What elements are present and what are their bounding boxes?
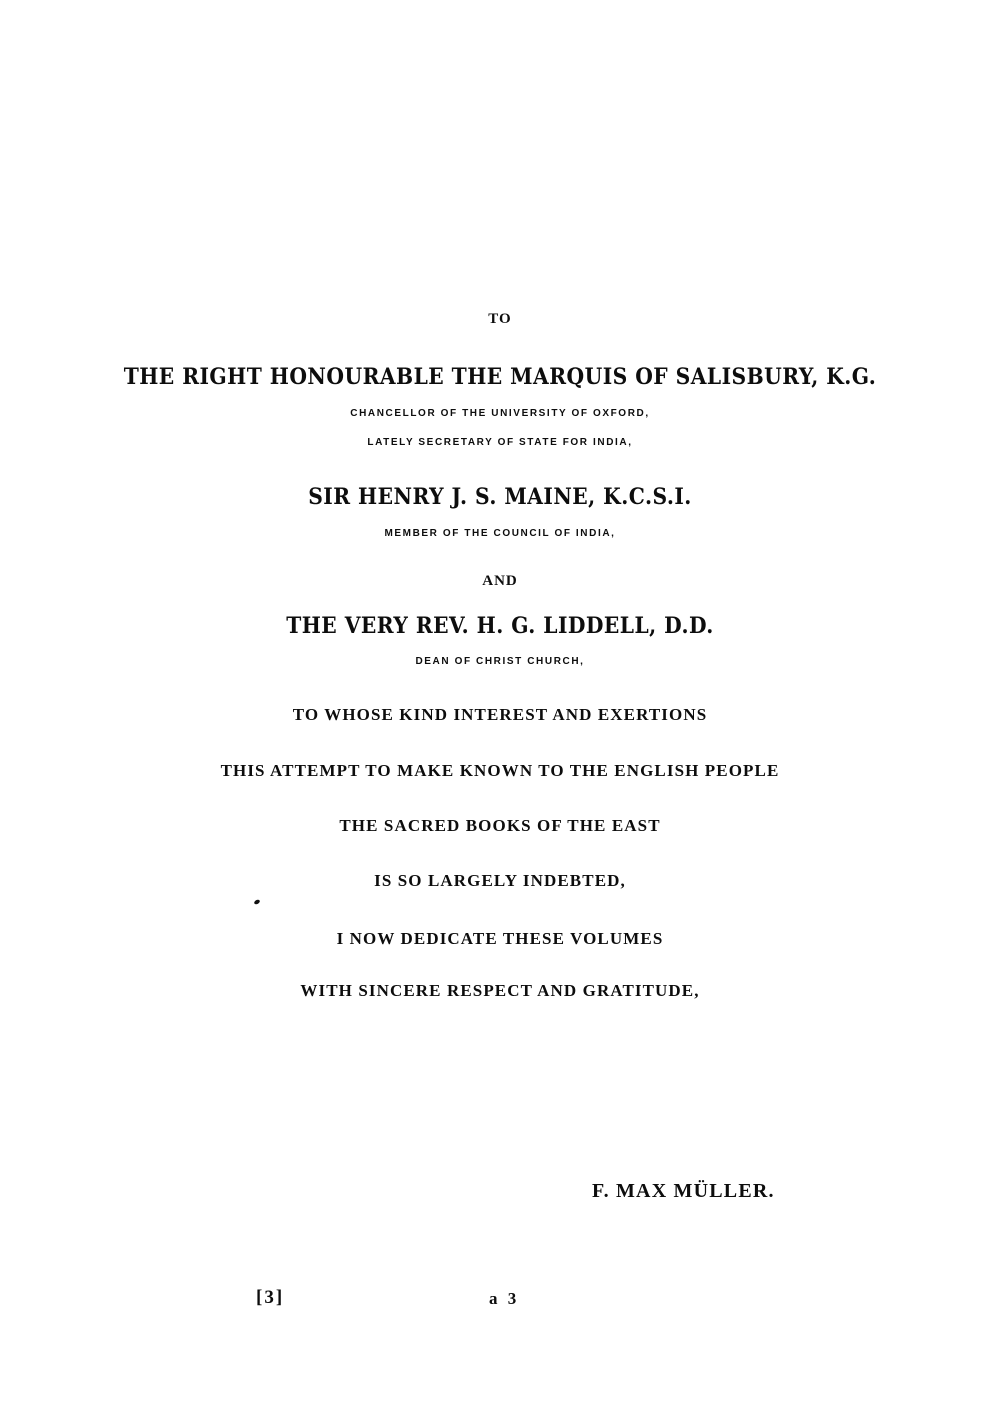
dedication-body-line: TO WHOSE KIND INTEREST AND EXERTIONS (292, 705, 708, 724)
author-signature: F. MAX MÜLLER. (592, 1180, 775, 1202)
recipient-1-title-b: LATELY SECRETARY OF STATE FOR INDIA, (367, 437, 633, 448)
dedication-and: AND (482, 573, 518, 589)
recipient-3-title: DEAN OF CHRIST CHURCH, (415, 656, 585, 667)
recipient-2-name: SIR HENRY J. S. MAINE, K.C.S.I. (308, 484, 692, 510)
dedication-body-line: IS SO LARGELY INDEBTED, (374, 871, 626, 890)
recipient-2-title: MEMBER OF THE COUNCIL OF INDIA, (384, 528, 616, 539)
dedication-body-line: I NOW DEDICATE THESE VOLUMES (336, 929, 664, 948)
volume-mark: [3] (256, 1287, 285, 1308)
recipient-1-title-a: CHANCELLOR OF THE UNIVERSITY OF OXFORD, (350, 408, 650, 419)
recipient-3-name: THE VERY REV. H. G. LIDDELL, D.D. (286, 613, 714, 639)
dedication-body-line: THIS ATTEMPT TO MAKE KNOWN TO THE ENGLISH PEOPLE (220, 761, 780, 780)
dedication-to: TO (488, 311, 512, 327)
recipient-1-name: THE RIGHT HONOURABLE THE MARQUIS OF SALISBURY, K.G. (123, 364, 877, 390)
dedication-body-line: THE SACRED BOOKS OF THE EAST (339, 816, 661, 835)
ink-speck (253, 899, 260, 905)
signature-mark: a 3 (489, 1289, 520, 1308)
dedication-body-line: WITH SINCERE RESPECT AND GRATITUDE, (300, 981, 700, 1000)
